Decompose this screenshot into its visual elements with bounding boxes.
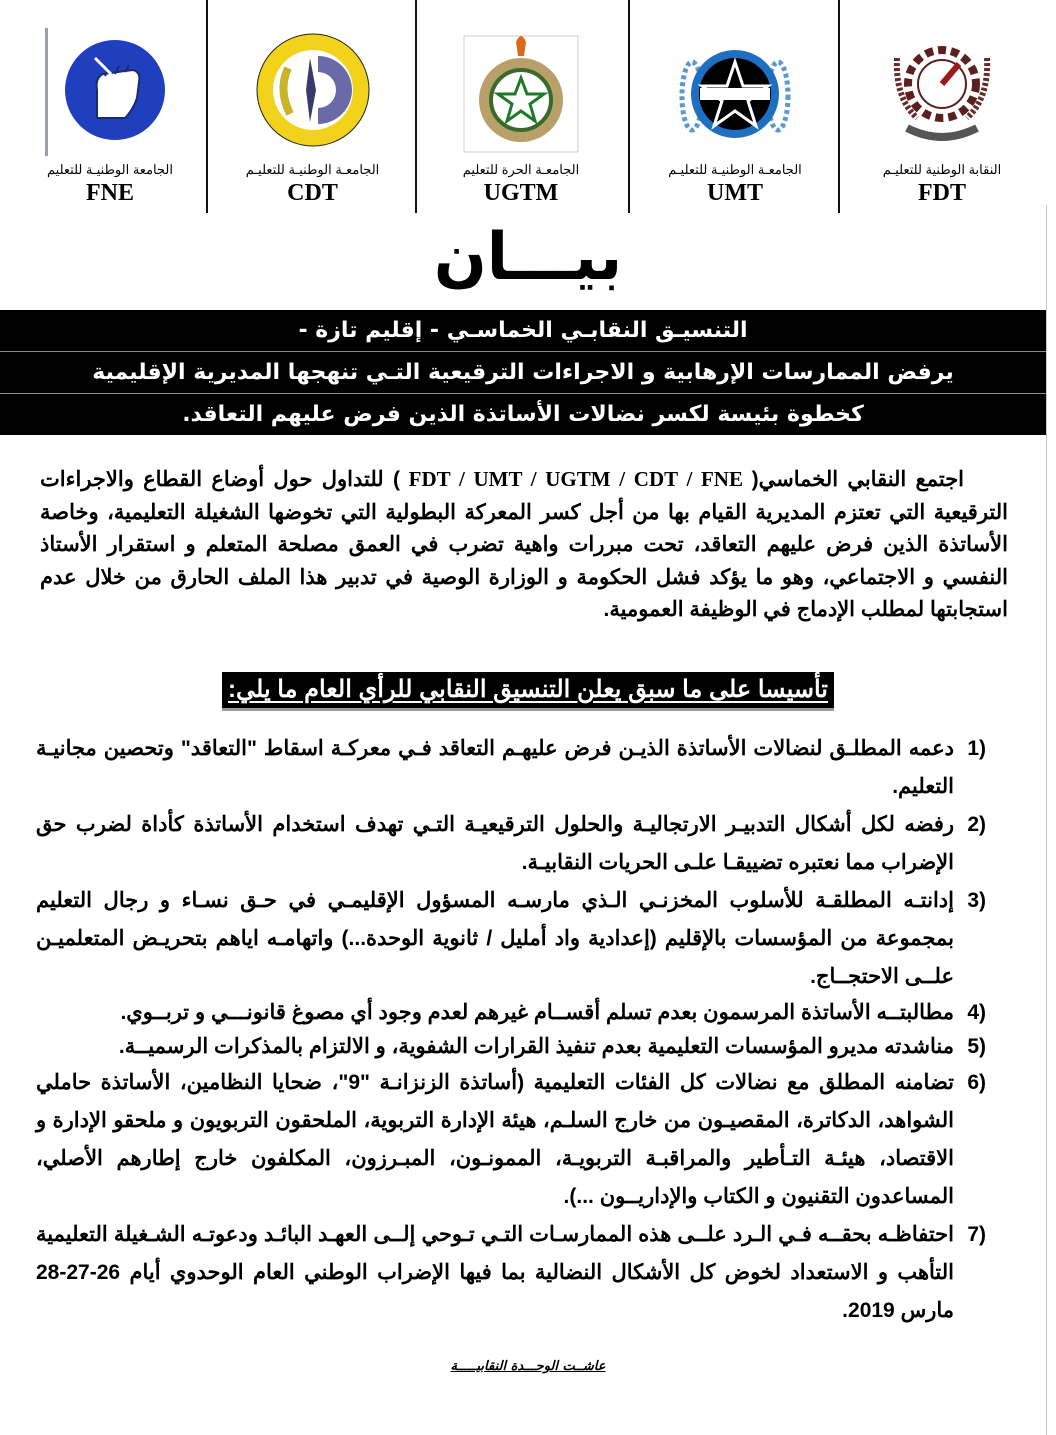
point-number: 2) — [967, 813, 986, 836]
org-code: FNE — [86, 180, 134, 206]
org-fne — [10, 0, 210, 215]
org-name-ar: الجامعـة الوطنيـة للتعليـم — [668, 162, 802, 177]
org-code: UMT — [707, 180, 763, 206]
headline-banner — [0, 310, 1046, 435]
intro-part1: اجتمع النقابي الخماسي( — [751, 468, 965, 491]
point-number: 6) — [967, 1071, 986, 1094]
footer-slogan: عاشــت الوحـــدة النقابيـــــة — [450, 1359, 606, 1374]
fne-fist-logo — [45, 28, 175, 156]
divider — [415, 0, 417, 213]
union-logos-header — [0, 0, 1056, 215]
umt-logo — [670, 28, 800, 156]
intro-paragraph — [40, 463, 1008, 627]
point-text: رفضه لكل أشكال التدبيـر الارتجاليـة والحلول الترقيعيـة التـي تهدف استخدام الأساتذة كأداة لضرب حق الإضراب مما نعتبره تضييقـا علـى الحريات النقابيـة. — [36, 813, 954, 874]
banner-line: التنسيـق النقابـي الخماسـي - إقليم تازة - — [0, 310, 1046, 352]
point-item — [36, 730, 986, 806]
banner-line: يرفض الممارسات الإرهابية و الاجراءات الترقيعية التـي تنهجها المديرية الإقليمية — [0, 352, 1046, 394]
org-name-ar: الجامعة الوطنيـة للتعليم — [47, 162, 173, 177]
intro-part2: ) للتداول حول أوضاع القطاع والاجراءات الترقيعية التي تعتزم المديرية القيام بها من أجل كسر المعركة البطولية التي تخوضها الشغيلة التعليمية، وخاصة الأساتذة الذين فرض عليهم التعاقد، تحت مبررات واهية تضرب في العمق مصلحة المتعلم و استقرار الأستاذ النفسي و الاجتماعي، وهو ما يؤكد فشل الحكومة و الوزارة الوصية في تدبير هذا الملف الحارق من خلال عدم استجابتها لمطلب الإدماج في الوظيفة العمومية. — [40, 468, 1008, 622]
point-text: احتفاظـه بحقــه فـي الـرد علــى هذه الممارسـات التـي تـوحي إلــى العهـد البائـد ودعوتـه الشـغيلة التعليمية التأهب و الاستعداد لخوض كل الأشكال النضالية بما فيها الإضراب الوطني العام الوحدوي أيام 26-27-28 مارس 2019. — [36, 1223, 954, 1322]
org-code: UGTM — [483, 180, 559, 206]
point-number: 7) — [967, 1223, 986, 1246]
fdt-logo — [877, 28, 1007, 156]
document-title: بيـــان — [433, 218, 623, 295]
divider — [838, 0, 840, 213]
point-text: إدانتـه المطلقـة للأسلوب المخزنـي الـذي مارسـه المسؤول الإقليمـي في حـق نسـاء و رجال التعليم بمجموعة من المؤسسات بالإقليم (إعدادية واد أمليل / ثانوية الوحدة...) واتهامـه اياهم بتحريـض المتعلميـن علــى الاحتجــاج. — [36, 889, 954, 988]
point-number: 5) — [967, 1035, 986, 1058]
point-text: مطالبتــه الأساتذة المرسمون بعدم تسلم أقســام غيرهم لعدم وجود أي مصوغ قانونـــي و تربــوي. — [120, 1001, 954, 1024]
ugtm-logo — [456, 28, 586, 156]
declaration-subheading: تأسيسا على ما سبق يعلن التنسيق النقابي للرأي العام ما يلي: — [222, 672, 834, 711]
point-text: دعمه المطلـق لنضالات الأساتذة الذيـن فرض عليهـم التعاقد فـي معركـة اسقاط "التعاقد" وتحصين مجانيـة التعليم. — [36, 737, 954, 798]
point-number: 4) — [967, 1001, 986, 1024]
point-item — [36, 1030, 986, 1064]
org-umt — [632, 0, 838, 215]
divider — [206, 0, 208, 213]
intro-unions: FDT / UMT / UGTM / CDT / FNE — [399, 467, 752, 491]
point-item — [36, 806, 986, 882]
org-name-ar: النقابة الوطنية للتعليـم — [882, 162, 1002, 177]
point-text: مناشدته مديرو المؤسسات التعليمية بعدم تنفيذ القرارات الشفوية، و الالتزام بالمذكرات الرسميــة. — [118, 1035, 954, 1058]
org-code: FDT — [918, 180, 966, 206]
org-name-ar: الجامعـة الحرة للتعليم — [462, 162, 580, 177]
point-item — [36, 882, 986, 996]
point-text: تضامنه المطلق مع نضالات كل الفئات التعليمية (أساتذة الزنزانـة "9"، ضحايا النظامين، الأساتذة حاملي الشواهد، الدكاترة، المقصيـون من خارج السلـم، هيئة الإدارة التربوية، الملحقون التربويون و ملحقو الإدارة و الاقتصاد، هيئـة التـأطير والمراقبـة التربويـة، الممونـون، المبـرزون، المكلفون خارج إطارهم الأصلي، المساعدون التقنيون و الكتاب والإداريــون ...). — [36, 1071, 955, 1208]
point-item — [36, 1064, 986, 1216]
point-item — [36, 1216, 986, 1330]
point-item — [36, 996, 986, 1030]
org-cdt — [210, 0, 415, 215]
point-number: 1) — [967, 737, 986, 760]
org-ugtm — [418, 0, 624, 215]
org-fdt — [842, 0, 1042, 215]
subheading-wrap — [0, 672, 1056, 711]
cdt-logo — [248, 28, 378, 156]
declaration-points — [36, 730, 986, 1330]
banner-line: كخطوة بئيسة لكسر نضالات الأساتذة الذين فرض عليهم التعاقد. — [182, 402, 864, 427]
org-code: CDT — [287, 180, 338, 206]
point-number: 3) — [967, 889, 986, 912]
page-edge — [1046, 205, 1047, 1435]
divider — [628, 0, 630, 213]
org-name-ar: الجامعـة الوطنيـة للتعليـم — [245, 162, 380, 177]
